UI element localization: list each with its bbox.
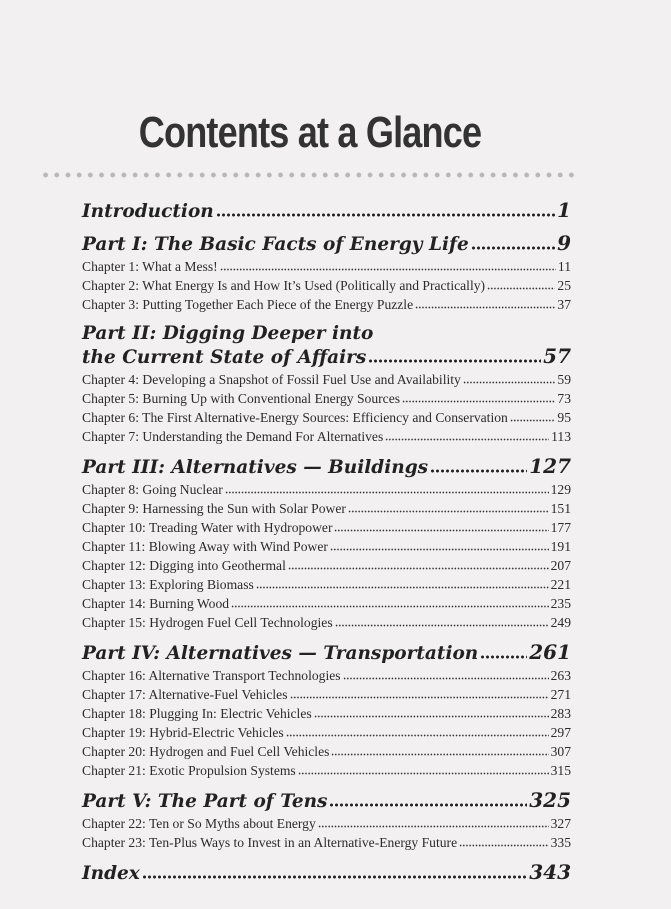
toc-chapter-entry[interactable] xyxy=(82,276,571,295)
chapter-page-number: 129 xyxy=(550,482,571,497)
chapter-title: Chapter 17: Alternative-Fuel Vehicles xyxy=(82,687,288,702)
chapter-page-number: 235 xyxy=(550,596,571,611)
toc-chapter-entry[interactable] xyxy=(82,575,571,594)
toc-chapter-entry[interactable] xyxy=(82,666,571,685)
dot-leader xyxy=(288,567,549,570)
toc-section-heading[interactable] xyxy=(82,861,571,885)
section-page-number: 325 xyxy=(529,788,571,812)
dot-leader xyxy=(216,213,555,217)
section-title: Part III: Alternatives — Buildings xyxy=(82,457,429,478)
chapter-page-number: 11 xyxy=(557,259,571,274)
chapter-page-number: 327 xyxy=(550,816,571,831)
chapter-page-number: 73 xyxy=(557,391,571,406)
toc-section-heading[interactable] xyxy=(82,789,571,813)
dot-leader xyxy=(430,469,527,473)
dot-leader xyxy=(330,548,549,551)
dot-leader xyxy=(402,400,555,403)
toc-chapter-entry[interactable] xyxy=(82,295,571,314)
toc-chapter-entry[interactable] xyxy=(82,480,571,499)
chapter-title: Chapter 19: Hybrid-Electric Vehicles xyxy=(82,725,284,740)
chapter-page-number: 263 xyxy=(550,668,571,683)
dot-leader xyxy=(335,624,549,627)
section-title-line1: Part II: Digging Deeper into xyxy=(82,323,374,344)
section-page-number: 57 xyxy=(543,344,571,368)
toc-chapter-entry[interactable] xyxy=(82,594,571,613)
toc-section-heading[interactable] xyxy=(82,455,571,479)
chapter-page-number: 191 xyxy=(550,539,571,554)
section-title: Part I: The Basic Facts of Energy Life xyxy=(82,234,469,255)
chapter-page-number: 297 xyxy=(550,725,571,740)
chapter-title: Chapter 2: What Energy Is and How It’s Used (Politically and Practically) xyxy=(82,278,486,293)
dot-leader xyxy=(480,655,527,659)
toc-chapter-entry[interactable] xyxy=(82,704,571,723)
chapter-title: Chapter 15: Hydrogen Fuel Cell Technologies xyxy=(82,615,333,630)
toc-chapter-entry[interactable] xyxy=(82,723,571,742)
dot-leader xyxy=(459,844,548,847)
chapter-title: Chapter 4: Developing a Snapshot of Fossil Fuel Use and Availability xyxy=(82,372,461,387)
toc-chapter-entry[interactable] xyxy=(82,613,571,632)
dot-leader xyxy=(286,734,549,737)
chapter-page-number: 151 xyxy=(550,501,571,516)
dot-leader xyxy=(231,605,549,608)
section-page-number: 343 xyxy=(529,860,571,884)
toc-chapter-entry[interactable] xyxy=(82,370,571,389)
chapter-title: Chapter 20: Hydrogen and Fuel Cell Vehicles xyxy=(82,744,330,759)
toc-chapter-entry[interactable] xyxy=(82,537,571,556)
toc-section-heading[interactable] xyxy=(82,641,571,665)
chapter-title: Chapter 5: Burning Up with Conventional Energy Sources xyxy=(82,391,401,406)
section-row xyxy=(82,789,571,813)
section-title: Part V: The Part of Tens xyxy=(82,791,328,812)
toc-chapter-entry[interactable] xyxy=(82,685,571,704)
section-row xyxy=(82,345,571,369)
section-row xyxy=(82,861,571,885)
dot-leader xyxy=(290,696,549,699)
page-title: Contents at a Glance xyxy=(138,108,482,157)
toc-chapter-entry[interactable] xyxy=(82,389,571,408)
chapter-title: Chapter 23: Ten-Plus Ways to Invest in an Alternative-Energy Future xyxy=(82,835,458,850)
chapter-page-number: 207 xyxy=(550,558,571,573)
toc-chapter-entry[interactable] xyxy=(82,761,571,780)
toc-chapter-entry[interactable] xyxy=(82,814,571,833)
chapter-title: Chapter 13: Exploring Biomass xyxy=(82,577,254,592)
section-title: Index xyxy=(82,863,140,884)
dot-leader xyxy=(314,715,549,718)
section-row xyxy=(82,641,571,665)
dot-leader xyxy=(348,510,549,513)
chapter-title: Chapter 18: Plugging In: Electric Vehicles xyxy=(82,706,312,721)
section-page-number: 261 xyxy=(529,640,571,664)
chapter-title: Chapter 1: What a Mess! xyxy=(82,259,218,274)
dot-leader xyxy=(415,306,555,309)
dot-leader xyxy=(142,875,527,879)
section-page-number: 9 xyxy=(557,231,571,255)
chapter-page-number: 315 xyxy=(550,763,571,778)
toc-section-heading[interactable] xyxy=(82,199,571,223)
dot-leader xyxy=(225,491,549,494)
chapter-title: Chapter 6: The First Alternative-Energy Sources: Efficiency and Conservation xyxy=(82,410,508,425)
chapter-title: Chapter 9: Harnessing the Sun with Solar Power xyxy=(82,501,346,516)
dot-leader xyxy=(331,753,548,756)
dot-leader xyxy=(510,419,556,422)
toc-chapter-entry[interactable] xyxy=(82,833,571,852)
section-page-number: 127 xyxy=(529,454,571,478)
dot-leader xyxy=(368,359,541,363)
section-page-number: 1 xyxy=(557,198,571,222)
toc-chapter-entry[interactable] xyxy=(82,499,571,518)
section-row xyxy=(82,232,571,256)
section-row xyxy=(82,455,571,479)
chapter-title: Chapter 11: Blowing Away with Wind Power xyxy=(82,539,328,554)
toc-chapter-entry[interactable] xyxy=(82,556,571,575)
dot-leader xyxy=(318,825,549,828)
section-title: the Current State of Affairs xyxy=(82,347,367,368)
toc-section-heading[interactable] xyxy=(82,323,571,369)
toc-section-heading[interactable] xyxy=(82,232,571,256)
toc-chapter-entry[interactable] xyxy=(82,427,571,446)
chapter-title: Chapter 3: Putting Together Each Piece of the Energy Puzzle xyxy=(82,297,414,312)
toc-chapter-entry[interactable] xyxy=(82,257,571,276)
decorative-dot-divider xyxy=(40,172,578,178)
section-row xyxy=(82,199,571,223)
dot-leader xyxy=(487,287,555,290)
chapter-page-number: 307 xyxy=(550,744,571,759)
chapter-page-number: 271 xyxy=(550,687,571,702)
chapter-title: Chapter 16: Alternative Transport Technologies xyxy=(82,668,341,683)
chapter-page-number: 249 xyxy=(550,615,571,630)
dot-leader xyxy=(256,586,549,589)
toc-chapter-entry[interactable] xyxy=(82,742,571,761)
dot-leader xyxy=(329,803,527,807)
chapter-title: Chapter 8: Going Nuclear xyxy=(82,482,223,497)
table-of-contents xyxy=(82,190,571,886)
chapter-title: Chapter 10: Treading Water with Hydropower xyxy=(82,520,333,535)
chapter-page-number: 335 xyxy=(550,835,571,850)
chapter-page-number: 59 xyxy=(557,372,571,387)
section-title: Introduction xyxy=(82,201,214,222)
section-title: Part IV: Alternatives — Transportation xyxy=(82,643,479,664)
chapter-page-number: 95 xyxy=(557,410,571,425)
dot-leader xyxy=(298,772,549,775)
chapter-title: Chapter 12: Digging into Geothermal xyxy=(82,558,286,573)
dot-leader xyxy=(385,438,549,441)
chapter-title: Chapter 21: Exotic Propulsion Systems xyxy=(82,763,296,778)
chapter-page-number: 283 xyxy=(550,706,571,721)
chapter-title: Chapter 14: Burning Wood xyxy=(82,596,230,611)
dot-leader xyxy=(463,381,556,384)
chapter-page-number: 113 xyxy=(551,429,571,444)
chapter-page-number: 25 xyxy=(557,278,571,293)
dot-leader xyxy=(471,246,555,250)
dot-leader xyxy=(334,529,548,532)
chapter-page-number: 177 xyxy=(550,520,571,535)
toc-chapter-entry[interactable] xyxy=(82,518,571,537)
toc-chapter-entry[interactable] xyxy=(82,408,571,427)
chapter-page-number: 37 xyxy=(557,297,571,312)
dot-leader xyxy=(220,268,556,271)
chapter-title: Chapter 22: Ten or So Myths about Energy xyxy=(82,816,316,831)
chapter-page-number: 221 xyxy=(550,577,571,592)
dot-leader xyxy=(343,677,549,680)
chapter-title: Chapter 7: Understanding the Demand For Alternatives xyxy=(82,429,384,444)
